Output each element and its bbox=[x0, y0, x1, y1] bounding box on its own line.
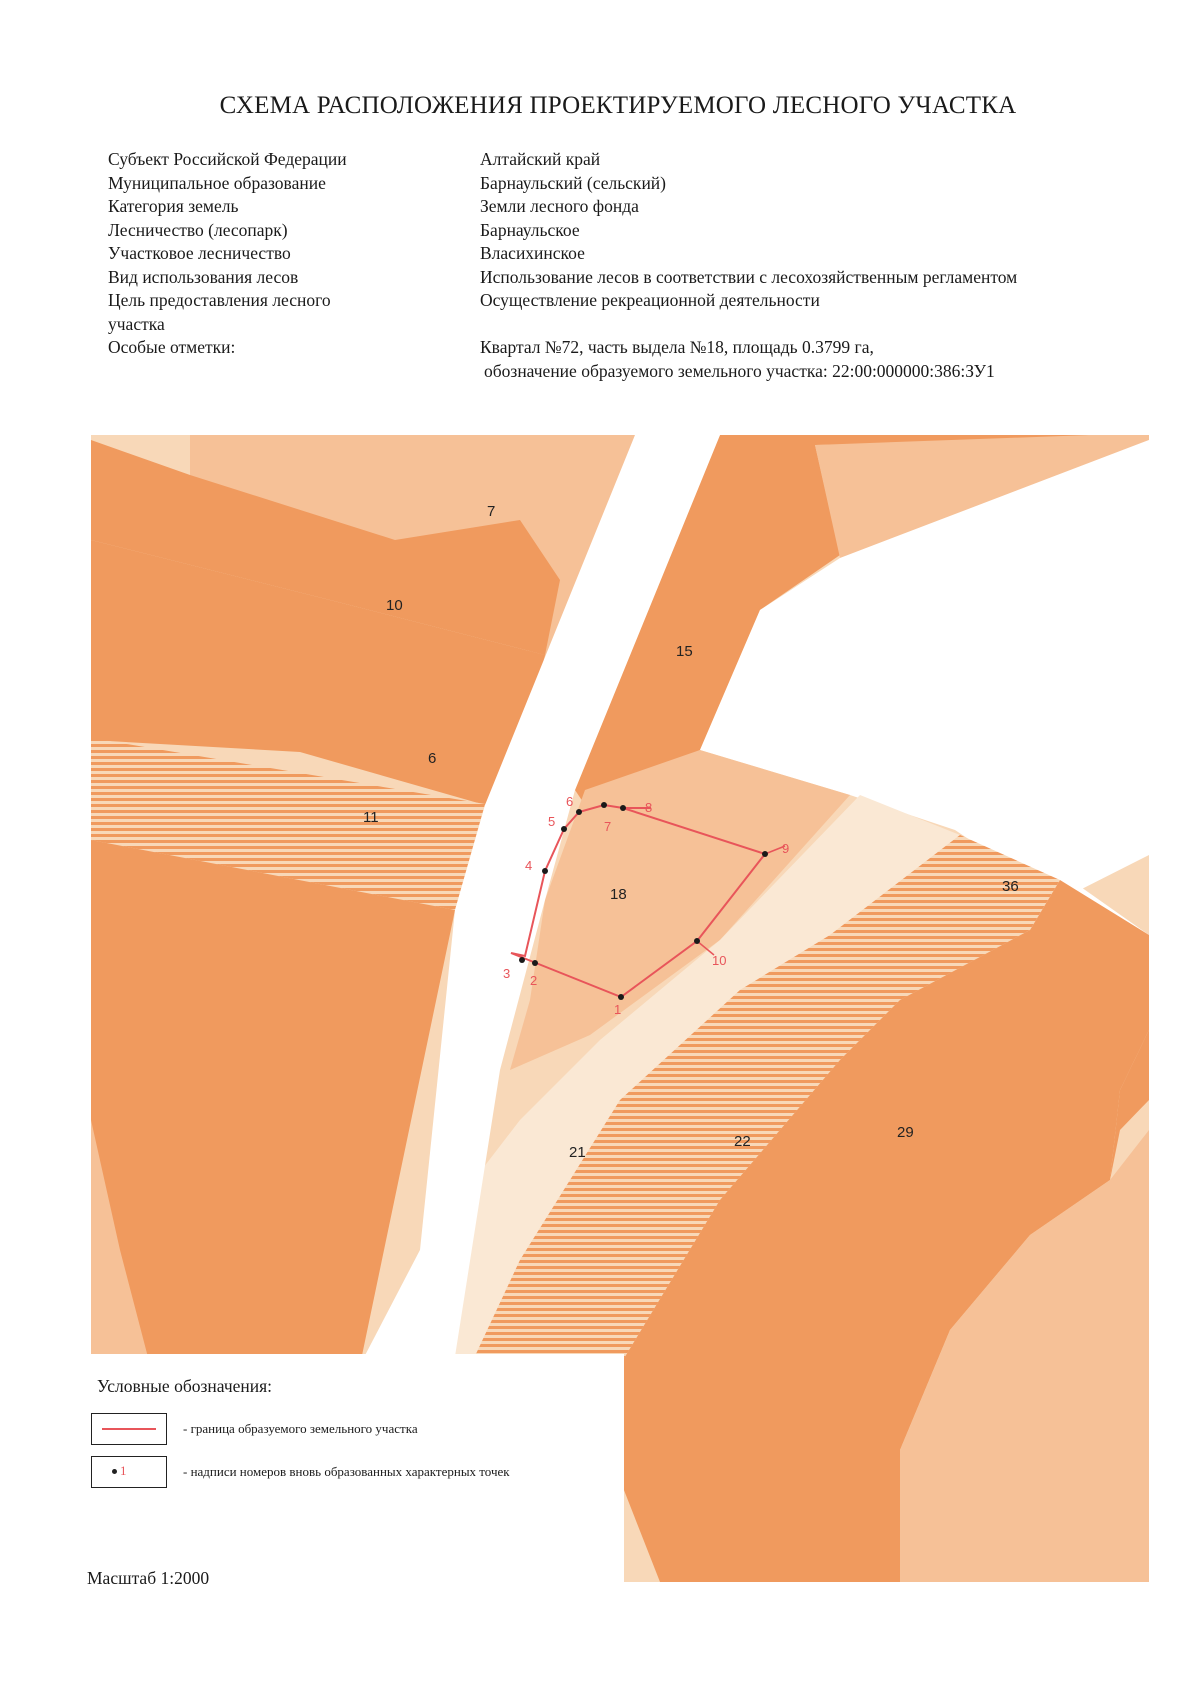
label-forestry: Лесничество (лесопарк) bbox=[108, 219, 288, 240]
parcel-label-7: 7 bbox=[487, 503, 496, 520]
boundary-point-2 bbox=[532, 960, 538, 966]
legend-boundary-text: - граница образуемого земельного участка bbox=[183, 1421, 418, 1436]
legend bbox=[91, 1354, 624, 1584]
label-purpose-line2: участка bbox=[108, 313, 165, 334]
label-purpose-line1: Цель предоставления лесного bbox=[108, 290, 331, 310]
value-purpose: Осуществление рекреационной деятельности bbox=[480, 290, 820, 310]
value-municipality: Барнаульский (сельский) bbox=[480, 172, 666, 193]
value-subject: Алтайский край bbox=[480, 149, 601, 169]
parcel-label-36: 36 bbox=[1002, 878, 1019, 895]
boundary-point-label-4: 4 bbox=[525, 858, 533, 873]
value-district-forestry: Власихинское bbox=[480, 243, 585, 263]
parcel-label-22: 22 bbox=[734, 1133, 751, 1150]
legend-point-dot bbox=[112, 1469, 117, 1474]
parcel-label-6: 6 bbox=[428, 750, 437, 767]
legend-boundary-sample bbox=[91, 1413, 167, 1445]
page-title: СХЕМА РАСПОЛОЖЕНИЯ ПРОЕКТИРУЕМОГО ЛЕСНОГО УЧАСТКА bbox=[219, 92, 1017, 119]
boundary-point-3 bbox=[519, 957, 525, 963]
boundary-point-label-2: 2 bbox=[530, 973, 538, 988]
boundary-point-5 bbox=[561, 826, 567, 832]
value-special-notes-line1: Квартал №72, часть выдела №18, площадь 0.3799 га, bbox=[480, 337, 874, 357]
boundary-point-label-5: 5 bbox=[548, 814, 556, 829]
boundary-point-label-6: 6 bbox=[566, 794, 574, 809]
boundary-point-label-8: 8 bbox=[645, 800, 653, 815]
value-special-notes-line2: обозначение образуемого земельного участка: 22:00:000000:386:ЗУ1 bbox=[484, 360, 995, 381]
boundary-point-4 bbox=[542, 868, 548, 874]
label-subject: Субъект Российской Федерации bbox=[108, 149, 347, 169]
value-empty bbox=[480, 313, 1120, 337]
boundary-point-9 bbox=[762, 851, 768, 857]
boundary-point-8 bbox=[620, 805, 626, 811]
parcel-label-29: 29 bbox=[897, 1124, 914, 1141]
boundary-point-label-9: 9 bbox=[782, 841, 790, 856]
boundary-point-1 bbox=[618, 994, 624, 1000]
parcel-label-15: 15 bbox=[676, 643, 693, 660]
boundary-point-7 bbox=[601, 802, 607, 808]
scale-label: Масштаб 1:2000 bbox=[87, 1568, 210, 1588]
legend-point-number: 1 bbox=[120, 1463, 127, 1478]
parcel-label-11: 11 bbox=[363, 809, 379, 826]
parcel-label-18: 18 bbox=[610, 886, 627, 903]
label-district-forestry: Участковое лесничество bbox=[108, 243, 291, 263]
boundary-point-label-10: 10 bbox=[712, 953, 727, 968]
legend-title: Условные обозначения: bbox=[97, 1376, 273, 1396]
legend-point-sample bbox=[91, 1456, 167, 1488]
boundary-point-6 bbox=[576, 809, 582, 815]
boundary-point-label-7: 7 bbox=[604, 819, 612, 834]
legend-boundary-line bbox=[102, 1428, 156, 1430]
legend-point-text: - надписи номеров вновь образованных характерных точек bbox=[183, 1464, 510, 1479]
parcel-label-10: 10 bbox=[386, 597, 403, 614]
boundary-point-label-3: 3 bbox=[503, 966, 511, 981]
boundary-point-label-1: 1 bbox=[614, 1002, 622, 1017]
value-forestry: Барнаульское bbox=[480, 219, 580, 240]
value-land-category: Земли лесного фонда bbox=[480, 196, 639, 216]
label-special-notes: Особые отметки: bbox=[108, 337, 236, 357]
info-values bbox=[480, 148, 1120, 383]
info-labels bbox=[108, 148, 408, 360]
label-land-category: Категория земель bbox=[108, 196, 239, 216]
label-municipality: Муниципальное образование bbox=[108, 172, 326, 193]
label-forest-use: Вид использования лесов bbox=[108, 266, 299, 287]
parcel-label-21: 21 bbox=[569, 1144, 586, 1161]
boundary-point-10 bbox=[694, 938, 700, 944]
value-forest-use: Использование лесов в соответствии с лесохозяйственным регламентом bbox=[480, 266, 1018, 287]
